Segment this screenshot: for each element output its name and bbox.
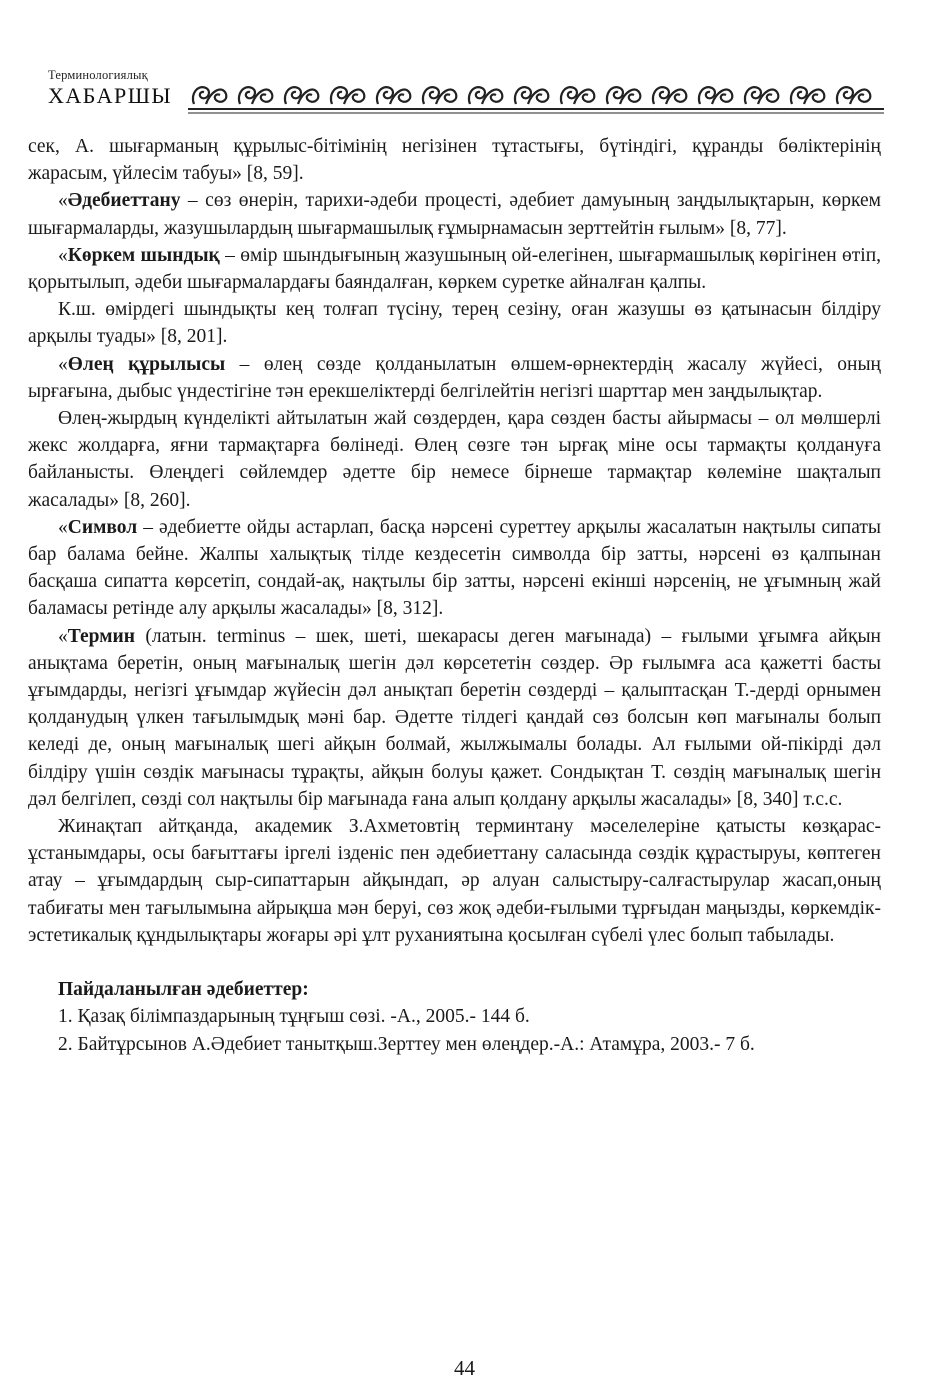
paragraph: «Көркем шындық – өмір шындығының жазушының ой-елегінен, шығармашылық көрігінен өтіп, қорытылып, әдеби шығармалардағы баяндалған, көркем суретке айналған қалпы. (28, 244, 882, 294)
term-heading: Көркем шындық (67, 244, 220, 266)
term-heading: Әдебиеттану (67, 190, 181, 212)
page-header (48, 66, 884, 114)
term-heading: Термин (67, 625, 135, 647)
reference-item: 2. Байтұрсынов А.Әдебиет танытқыш.Зерттеу мен өлеңдер.-А.: Атамұра, 2003.- 7 б. (58, 1033, 755, 1055)
term-heading: Өлең құрылысы (67, 353, 226, 375)
article-body (28, 133, 881, 1058)
journal-subtitle: Терминологиялық (48, 68, 148, 82)
paragraph: «Термин (латын. terminus – шек, шеті, шекарасы деген мағынада) – ғылыми ұғымға айқын анықтама беретін, оның мағыналық шегін дәл көрсететін сөздер. Әр ғылымға аса қажетті басты ұғымдарды, негізгі ұғымдар жүйесін дәл анықтап беретін сөздерді – қалыптасқан Т.-дерді орнымен қолданудың үлкен тағылымдық мәні бар. Әдетте тілдегі қандай сөз болсын көп мағыналы болып келеді де, оның мағыналық шегі айқын болмай, жылжымалы болады. Ал ғылыми ой-пікірді дәл білдіру үшін сөздік мағынасы тұрақты, айқын болуы қажет. Сондықтан Т. сөздің мағыналық шегін дәл белгілеп, сөзді сол нақтылы бір мағынада ғана алып қолдану арқылы жасалады» [8, 340] т.с.с. (28, 625, 881, 810)
term-heading: Символ (67, 516, 138, 538)
paragraph: Өлең-жырдың күнделікті айтылатын жай сөздерден, қара сөзден басты айырмасы – ол мөлшерлі жекс жолдарға, яғни тармақтарға бөлінеді. Өлең сөзге тән ырғақ міне осы тармақты қолдануға байланысты. Өлеңдегі сөйлемдер әдетте бір немесе бірнеше тармақтар көлеміне шақталып жасалады» [8, 260]. (28, 408, 881, 511)
journal-title: ХАБАРШЫ (48, 83, 173, 108)
paragraph: «Символ – әдебиетте ойды астарлап, басқа нәрсені суреттеу арқылы жасалатын нақтылы сипаты бар балама бейне. Жалпы халықтық тілде кездесетін символда бір затты, нәрсені өз қалпынан басқаша сипатта көрсетіп, сондай-ақ, нақтылы бір затты, нәрсені екінші нәрсенің, не ұғымның жай баламасы ретінде алу арқылы жасалады» [8, 312]. (28, 516, 881, 620)
paragraph: «Әдебиеттану – сөз өнерін, тарихи-әдеби процесті, әдебиет дамуының заңдылықтарын, көркем шығармаларды, жазушылардың шығармашылық ғұмырнамасын зерттейтін ғылым» [8, 77]. (28, 190, 881, 239)
page-number: 44 (454, 1356, 475, 1380)
reference-item: 1. Қазақ білімпаздарының тұңғыш сөзі. -А., 2005.- 144 б. (58, 1006, 530, 1028)
paragraph: К.ш. өмірдегі шындықты кең толғап түсіну, терең сезіну, оған жазушы өз қатынасын білдіру арқылы туады» [8, 201]. (28, 299, 881, 348)
references-title: Пайдаланылған әдебиеттер: (58, 979, 309, 1001)
paragraph: сек, А. шығарманың құрылыс-бітімінің негізінен тұтастығы, бүтіндігі, құранды бөліктерінің жарасым, үйлесім табуы» [8, 59]. (28, 136, 881, 185)
kazakh-ornament-border-icon (188, 74, 884, 114)
paragraph: Жинақтап айтқанда, академик З.Ахметовтің терминтану мәселелеріне қатысты көзқарас-ұстанымдары, осы бағыттағы іргелі ізденіс пен әдебиеттану саласында сөздік құрастыруы, көптеген атау – ұғымдардың сыр-сипаттарын айқындап, әр алуан салыстыру-салғастырулар жасап,оның табиғаты мен тағылымына айрықша мән беруі, сөз жоқ әдеби-ғылыми тұрғыдан маңызды, көркемдік-эстетикалық құндылықтары жоғары әрі ұлт руханиятына қосылған сүбелі үлес болып табылады. (28, 816, 881, 946)
paragraph: «Өлең құрылысы – өлең сөзде қолданылатын өлшем-өрнектердің жасалу жүйесі, оның ырғағына, дыбыс үндестігіне тән ерекшеліктерді белгілейтін негізгі шарттар мен заңдылықтар. (28, 353, 881, 402)
